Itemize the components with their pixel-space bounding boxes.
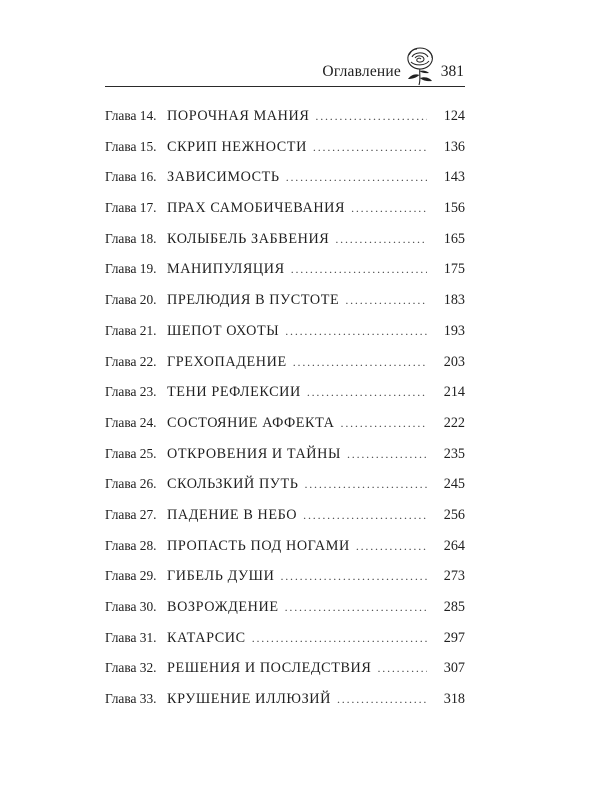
chapter-number: Глава 33. bbox=[105, 691, 157, 707]
chapter-number: Глава 17. bbox=[105, 200, 157, 216]
chapter-title: ВОЗРОЖДЕНИЕ bbox=[167, 599, 279, 615]
chapter-title: ПРАХ САМОБИЧЕВАНИЯ bbox=[167, 200, 346, 217]
chapter-title: СОСТОЯНИЕ АФФЕКТА bbox=[167, 414, 335, 431]
chapter-number: Глава 31. bbox=[105, 629, 157, 645]
toc-entry bbox=[105, 691, 465, 722]
chapter-page-number: 156 bbox=[443, 200, 465, 217]
chapter-title: ГРЕХОПАДЕНИЕ bbox=[167, 353, 287, 370]
toc-entry bbox=[105, 323, 465, 354]
chapter-number: Глава 24. bbox=[105, 414, 157, 430]
dot-leader bbox=[351, 201, 427, 216]
toc-entry bbox=[105, 415, 465, 446]
dot-leader bbox=[335, 232, 427, 247]
dot-leader bbox=[377, 661, 427, 676]
chapter-page-number: 318 bbox=[443, 691, 465, 708]
chapter-title: СКРИП НЕЖНОСТИ bbox=[167, 138, 307, 155]
toc-entry bbox=[105, 660, 465, 691]
toc-entry bbox=[105, 231, 465, 262]
chapter-title: ЗАВИСИМОСТЬ bbox=[167, 169, 280, 186]
dot-leader bbox=[286, 170, 427, 185]
chapter-number: Глава 14. bbox=[105, 108, 157, 123]
chapter-page-number: 222 bbox=[443, 414, 465, 431]
chapter-title: ШЕПОТ ОХОТЫ bbox=[167, 322, 280, 339]
rose-icon bbox=[403, 46, 437, 86]
chapter-number: Глава 29. bbox=[105, 568, 157, 584]
chapter-number: Глава 16. bbox=[105, 169, 157, 185]
toc-entry bbox=[105, 538, 465, 569]
toc-entry bbox=[105, 292, 465, 323]
dot-leader bbox=[252, 631, 427, 646]
chapter-page-number: 264 bbox=[443, 537, 465, 554]
toc-entry bbox=[105, 261, 465, 292]
chapter-page-number: 193 bbox=[443, 322, 465, 339]
toc-entry bbox=[105, 354, 465, 385]
chapter-title: ПОРОЧНАЯ МАНИЯ bbox=[167, 108, 310, 124]
chapter-page-number: 235 bbox=[443, 445, 465, 462]
chapter-page-number: 136 bbox=[443, 138, 465, 155]
dot-leader bbox=[345, 293, 427, 308]
chapter-page-number: 285 bbox=[443, 599, 465, 615]
chapter-title: КОЛЫБЕЛЬ ЗАБВЕНИЯ bbox=[167, 230, 330, 247]
chapter-page-number: 297 bbox=[443, 629, 465, 646]
dot-leader bbox=[337, 692, 427, 707]
toc-entry bbox=[105, 169, 465, 200]
dot-leader bbox=[347, 447, 427, 462]
chapter-number: Глава 18. bbox=[105, 230, 157, 246]
toc-entry bbox=[105, 630, 465, 661]
chapter-page-number: 203 bbox=[443, 353, 465, 370]
chapter-page-number: 124 bbox=[443, 108, 465, 124]
chapter-number: Глава 21. bbox=[105, 322, 157, 338]
table-of-contents bbox=[105, 108, 465, 722]
chapter-page-number: 245 bbox=[443, 476, 465, 493]
chapter-page-number: 273 bbox=[443, 568, 465, 585]
dot-leader bbox=[285, 600, 427, 615]
chapter-number: Глава 19. bbox=[105, 261, 157, 277]
chapter-number: Глава 27. bbox=[105, 506, 157, 522]
running-head-title: Оглавление bbox=[322, 63, 401, 80]
dot-leader bbox=[313, 140, 427, 155]
chapter-title: ТЕНИ РЕФЛЕКСИИ bbox=[167, 384, 301, 401]
chapter-page-number: 143 bbox=[443, 169, 465, 186]
toc-entry bbox=[105, 599, 465, 630]
running-head bbox=[105, 60, 465, 88]
dot-leader bbox=[291, 262, 427, 277]
chapter-number: Глава 15. bbox=[105, 138, 157, 154]
chapter-title: СКОЛЬЗКИЙ ПУТЬ bbox=[167, 476, 299, 493]
toc-entry bbox=[105, 200, 465, 231]
chapter-page-number: 175 bbox=[443, 261, 465, 278]
chapter-title: ПАДЕНИЕ В НЕБО bbox=[167, 506, 298, 523]
chapter-title: МАНИПУЛЯЦИЯ bbox=[167, 261, 285, 278]
chapter-title: КАТАРСИС bbox=[167, 629, 246, 646]
dot-leader bbox=[356, 539, 427, 554]
dot-leader bbox=[341, 416, 427, 431]
chapter-number: Глава 23. bbox=[105, 384, 157, 400]
dot-leader bbox=[293, 355, 427, 370]
toc-entry bbox=[105, 507, 465, 538]
running-head-page-number: 381 bbox=[440, 63, 464, 80]
dot-leader bbox=[303, 508, 427, 523]
chapter-title: ПРЕЛЮДИЯ В ПУСТОТЕ bbox=[167, 292, 340, 309]
dot-leader bbox=[285, 324, 427, 339]
dot-leader bbox=[307, 385, 427, 400]
chapter-number: Глава 25. bbox=[105, 445, 157, 461]
toc-entry bbox=[105, 476, 465, 507]
chapter-title: КРУШЕНИЕ ИЛЛЮЗИЙ bbox=[167, 691, 331, 708]
chapter-page-number: 183 bbox=[443, 292, 465, 309]
chapter-number: Глава 28. bbox=[105, 537, 157, 553]
chapter-title: ПРОПАСТЬ ПОД НОГАМИ bbox=[167, 537, 350, 554]
chapter-number: Глава 26. bbox=[105, 476, 157, 492]
toc-entry bbox=[105, 108, 465, 139]
toc-entry bbox=[105, 446, 465, 477]
chapter-title: ГИБЕЛЬ ДУШИ bbox=[167, 568, 275, 585]
toc-entry bbox=[105, 568, 465, 599]
chapter-title: ОТКРОВЕНИЯ И ТАЙНЫ bbox=[167, 445, 341, 462]
chapter-title: РЕШЕНИЯ И ПОСЛЕДСТВИЯ bbox=[167, 660, 372, 677]
dot-leader bbox=[304, 477, 427, 492]
chapter-page-number: 214 bbox=[443, 384, 465, 401]
chapter-page-number: 165 bbox=[443, 230, 465, 247]
dot-leader bbox=[280, 569, 427, 584]
toc-entry bbox=[105, 384, 465, 415]
chapter-number: Глава 20. bbox=[105, 292, 157, 308]
header-rule bbox=[105, 86, 465, 87]
chapter-number: Глава 32. bbox=[105, 660, 157, 676]
toc-entry bbox=[105, 139, 465, 170]
chapter-number: Глава 22. bbox=[105, 353, 157, 369]
chapter-number: Глава 30. bbox=[105, 599, 157, 614]
dot-leader bbox=[315, 109, 427, 124]
chapter-page-number: 307 bbox=[443, 660, 465, 677]
chapter-page-number: 256 bbox=[443, 506, 465, 523]
